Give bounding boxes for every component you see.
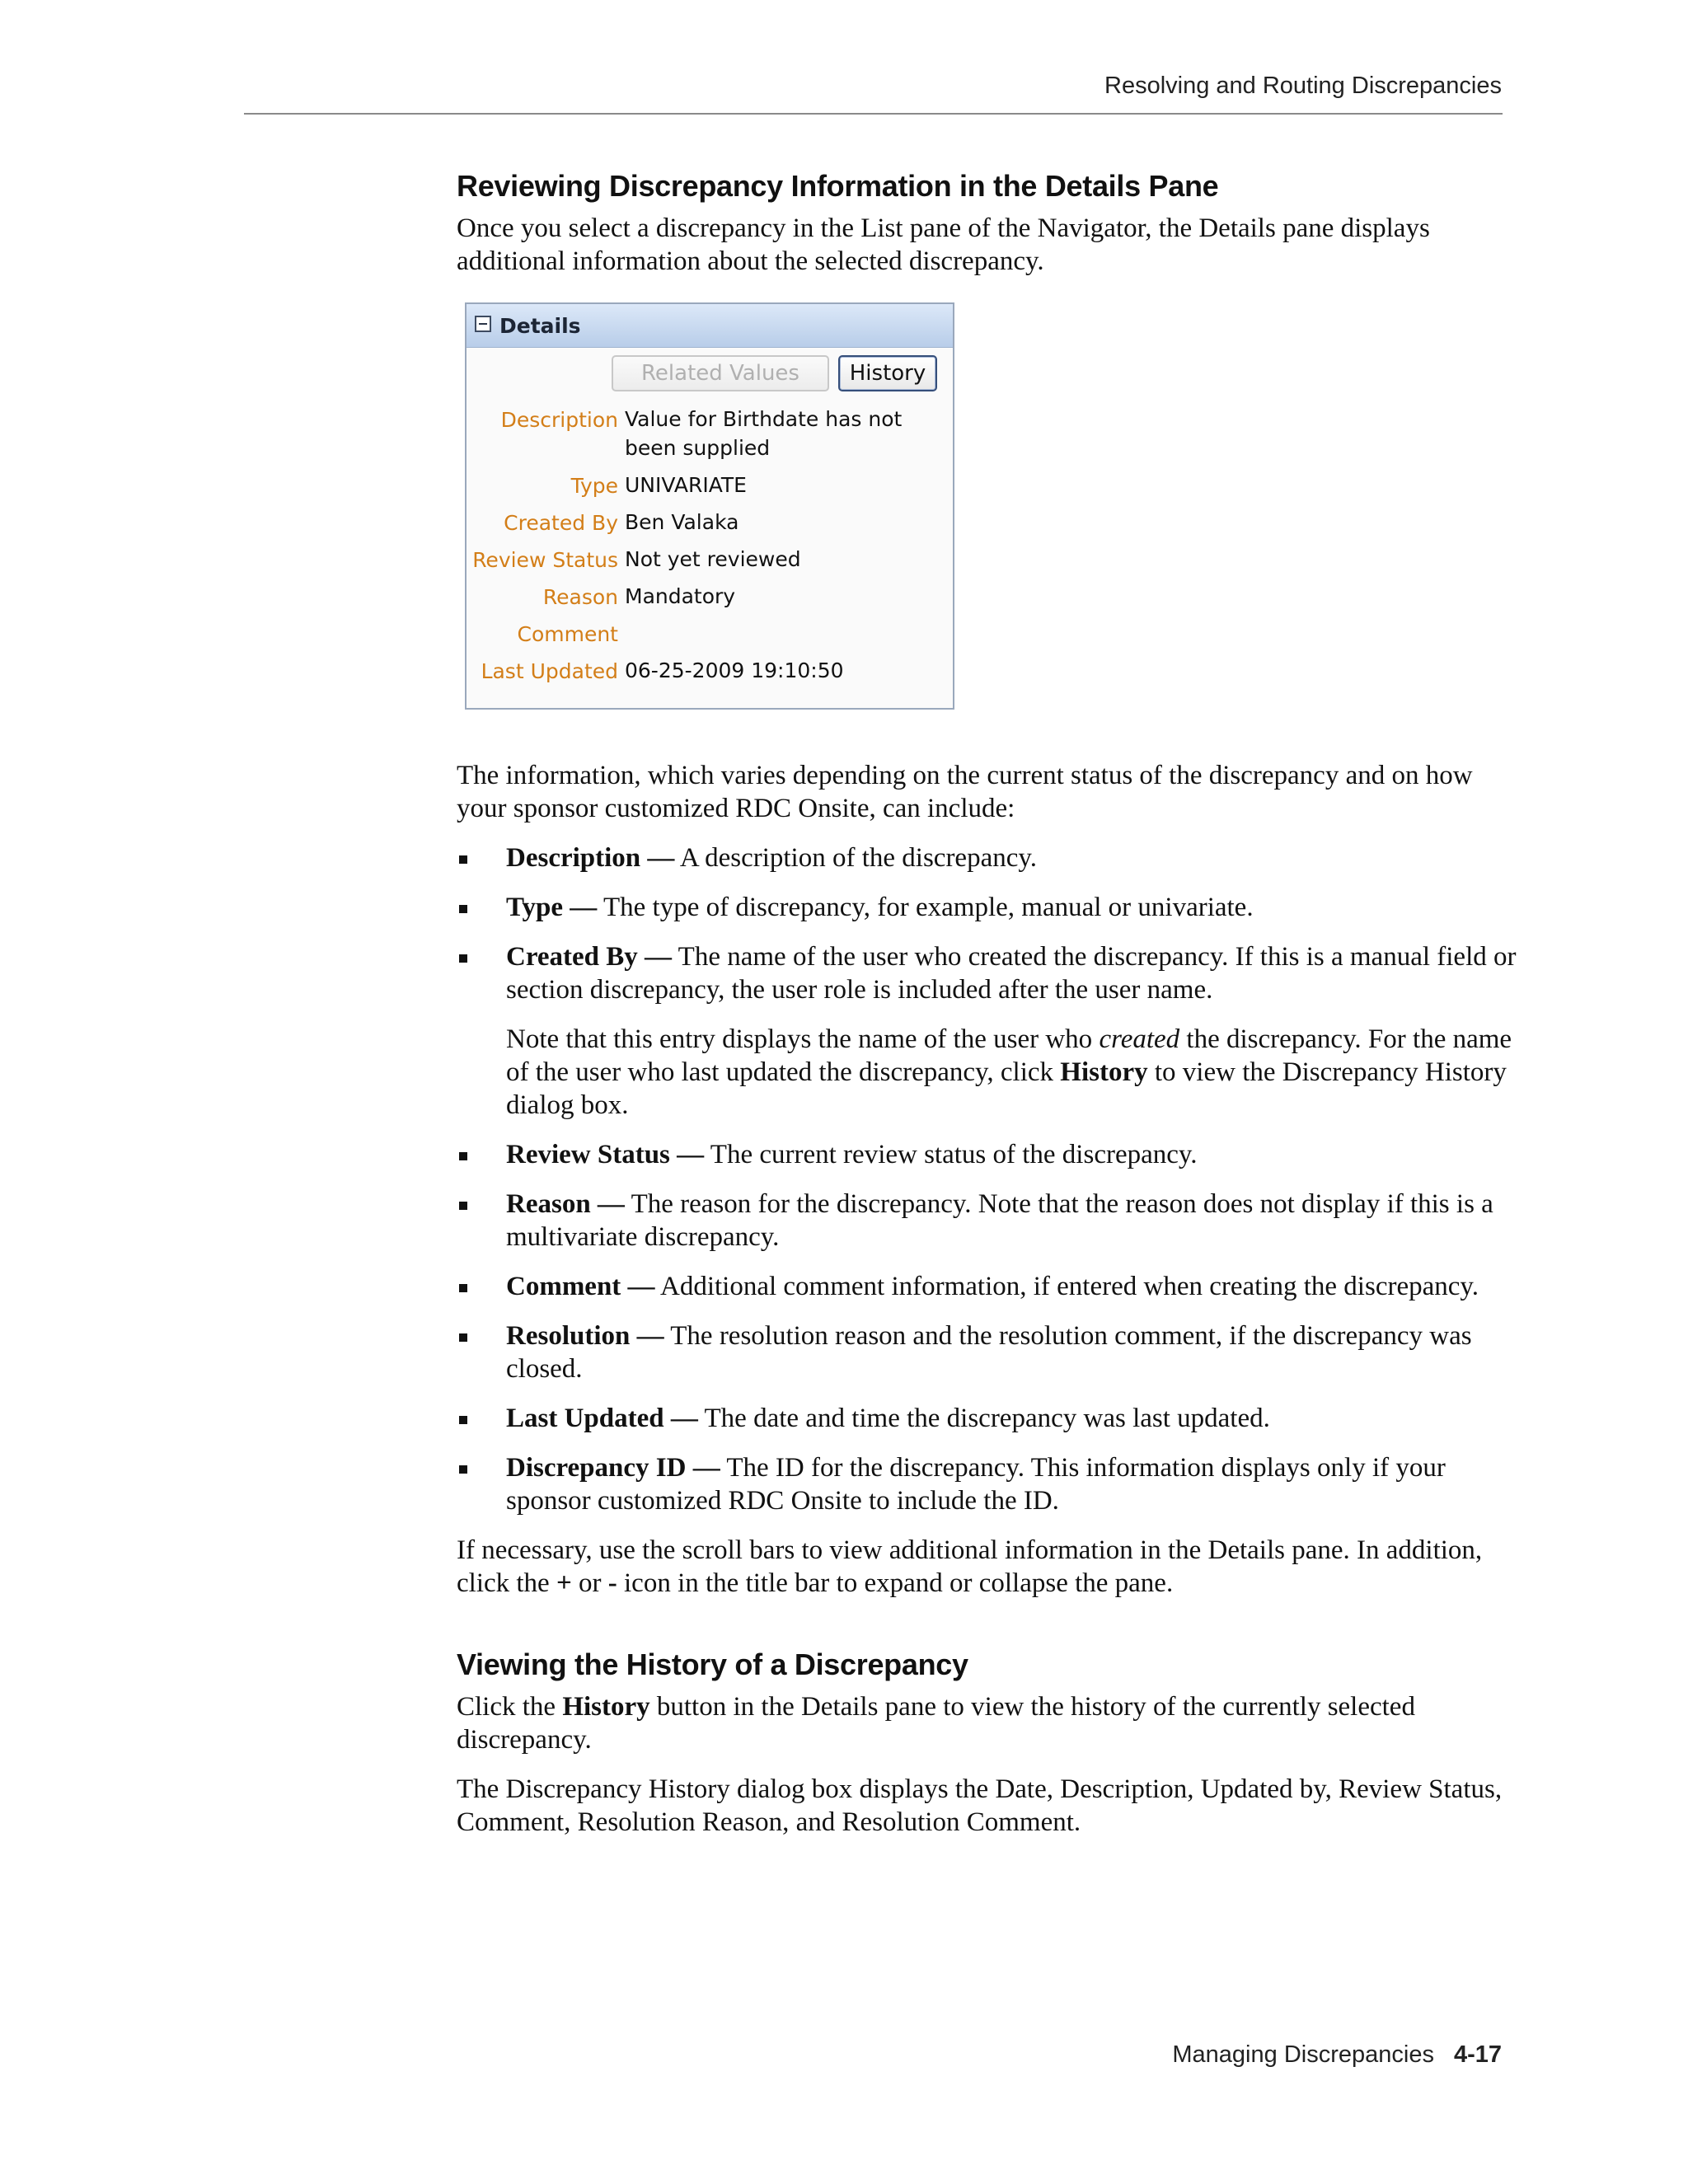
header-rule bbox=[244, 113, 1503, 115]
info-paragraph: The information, which varies depending on the current status of the discrepancy and on how your sponsor customized RDC Onsite, can include: bbox=[457, 761, 1473, 823]
note-text: to view the Discrepancy History dialog box. bbox=[506, 1057, 1507, 1120]
detail-field-list bbox=[457, 841, 1520, 1517]
field-value-description: Value for Birthdate has not been supplied bbox=[625, 407, 903, 460]
list-item-text: The name of the user who created the discrepancy. If this is a manual field or section discrepancy, the user role is included after the user name. bbox=[506, 942, 1517, 1005]
field-value-last-updated: 06-25-2009 19:10:50 bbox=[625, 658, 844, 682]
list-item bbox=[457, 891, 1520, 924]
running-header: Resolving and Routing Discrepancies bbox=[1104, 73, 1502, 99]
list-item bbox=[457, 1319, 1520, 1385]
intro-paragraph: Once you select a discrepancy in the List pane of the Navigator, the Details pane displays additional information about the selected discrepancy. bbox=[457, 213, 1430, 276]
list-item bbox=[457, 1402, 1520, 1435]
created-by-note bbox=[506, 1023, 1520, 1122]
collapse-minus-icon[interactable] bbox=[475, 316, 491, 332]
scroll-paragraph bbox=[457, 1534, 1520, 1600]
history-text: Click the bbox=[457, 1692, 563, 1722]
list-item-term: Resolution — bbox=[506, 1321, 664, 1351]
field-label-review-status: Review Status bbox=[472, 548, 618, 572]
list-item-term: Type — bbox=[506, 893, 598, 922]
plus-symbol: + bbox=[556, 1568, 572, 1598]
list-item bbox=[457, 1270, 1520, 1303]
bullet-icon bbox=[459, 1416, 467, 1424]
list-item-text: The date and time the discrepancy was last updated. bbox=[697, 1404, 1270, 1433]
details-pane-title: Details bbox=[499, 314, 581, 338]
list-item bbox=[457, 940, 1520, 1122]
list-item bbox=[457, 1188, 1520, 1254]
list-item-term: Review Status — bbox=[506, 1140, 705, 1169]
bullet-icon bbox=[459, 1333, 467, 1342]
history-term: History bbox=[562, 1692, 650, 1722]
list-item-term: Comment — bbox=[506, 1272, 655, 1301]
list-item-text: The type of discrepancy, for example, manual or univariate. bbox=[597, 893, 1254, 922]
related-values-button[interactable]: Related Values bbox=[612, 355, 829, 391]
field-label-reason: Reason bbox=[542, 585, 618, 609]
section-heading-reviewing: Reviewing Discrepancy Information in the Details Pane bbox=[457, 169, 1219, 203]
field-label-last-updated: Last Updated bbox=[481, 659, 618, 683]
field-label-type: Type bbox=[570, 474, 618, 498]
page-content bbox=[457, 169, 1520, 1855]
bullet-icon bbox=[459, 1152, 467, 1160]
list-item-text: The reason for the discrepancy. Note that the reason does not display if this is a multivariate discrepancy. bbox=[506, 1189, 1493, 1252]
bullet-icon bbox=[459, 1202, 467, 1210]
list-item-text: The current review status of the discrepancy. bbox=[704, 1140, 1198, 1169]
history-paragraph bbox=[457, 1690, 1520, 1756]
list-item-term: Discrepancy ID — bbox=[506, 1453, 720, 1483]
history-text: button in the Details pane to view the history of the currently selected discrepancy. bbox=[457, 1692, 1415, 1755]
list-item-term: Created By — bbox=[506, 942, 673, 972]
footer-chapter: Managing Discrepancies bbox=[1172, 2041, 1434, 2068]
list-item bbox=[457, 841, 1520, 874]
details-pane-titlebar bbox=[467, 304, 953, 348]
field-label-description: Description bbox=[500, 408, 618, 432]
list-item-term: Description — bbox=[506, 843, 675, 873]
section-heading-history: Viewing the History of a Discrepancy bbox=[457, 1647, 968, 1681]
scroll-text: If necessary, use the scroll bars to view additional information in the Details pane. In addition, click the bbox=[457, 1535, 1483, 1598]
list-item-text: The ID for the discrepancy. This information displays only if your sponsor customized RDC Onsite to include the ID. bbox=[506, 1453, 1446, 1516]
list-item bbox=[457, 1138, 1520, 1171]
list-item-text: The resolution reason and the resolution comment, if the discrepancy was closed. bbox=[506, 1321, 1472, 1384]
bullet-icon bbox=[459, 1284, 467, 1292]
bullet-icon bbox=[459, 905, 467, 913]
history-dialog-paragraph: The Discrepancy History dialog box displays the Date, Description, Updated by, Review Status, Comment, Resolution Reason, and Resolution Comment. bbox=[457, 1774, 1503, 1837]
scroll-text: icon in the title bar to expand or collapse the pane. bbox=[617, 1568, 1174, 1598]
details-pane-screenshot bbox=[465, 302, 954, 710]
note-emphasis: created bbox=[1099, 1024, 1180, 1054]
bullet-icon bbox=[459, 1465, 467, 1474]
note-text: the discrepancy. For the name of the user who last updated the discrepancy, click bbox=[506, 1024, 1512, 1087]
list-item-text: Additional comment information, if entered when creating the discrepancy. bbox=[654, 1272, 1479, 1301]
field-value-reason: Mandatory bbox=[625, 584, 736, 608]
list-item-term: Reason — bbox=[506, 1189, 625, 1219]
page-footer bbox=[1172, 2041, 1502, 2069]
history-button[interactable]: History bbox=[838, 355, 937, 391]
field-value-review-status: Not yet reviewed bbox=[625, 547, 801, 571]
field-label-created-by: Created By bbox=[504, 511, 618, 535]
bullet-icon bbox=[459, 954, 467, 963]
bullet-icon bbox=[459, 855, 467, 864]
list-item-text: A description of the discrepancy. bbox=[674, 843, 1037, 873]
list-item bbox=[457, 1451, 1520, 1517]
page-number: 4-17 bbox=[1453, 2041, 1502, 2068]
field-label-comment: Comment bbox=[517, 622, 618, 646]
field-value-type: UNIVARIATE bbox=[625, 473, 747, 497]
minus-symbol: - bbox=[607, 1568, 617, 1598]
scroll-text: or bbox=[571, 1568, 608, 1598]
list-item-term: Last Updated — bbox=[506, 1404, 698, 1433]
note-history-term: History bbox=[1060, 1057, 1148, 1087]
field-value-created-by: Ben Valaka bbox=[625, 510, 739, 534]
note-text: Note that this entry displays the name of the user who bbox=[506, 1024, 1100, 1054]
